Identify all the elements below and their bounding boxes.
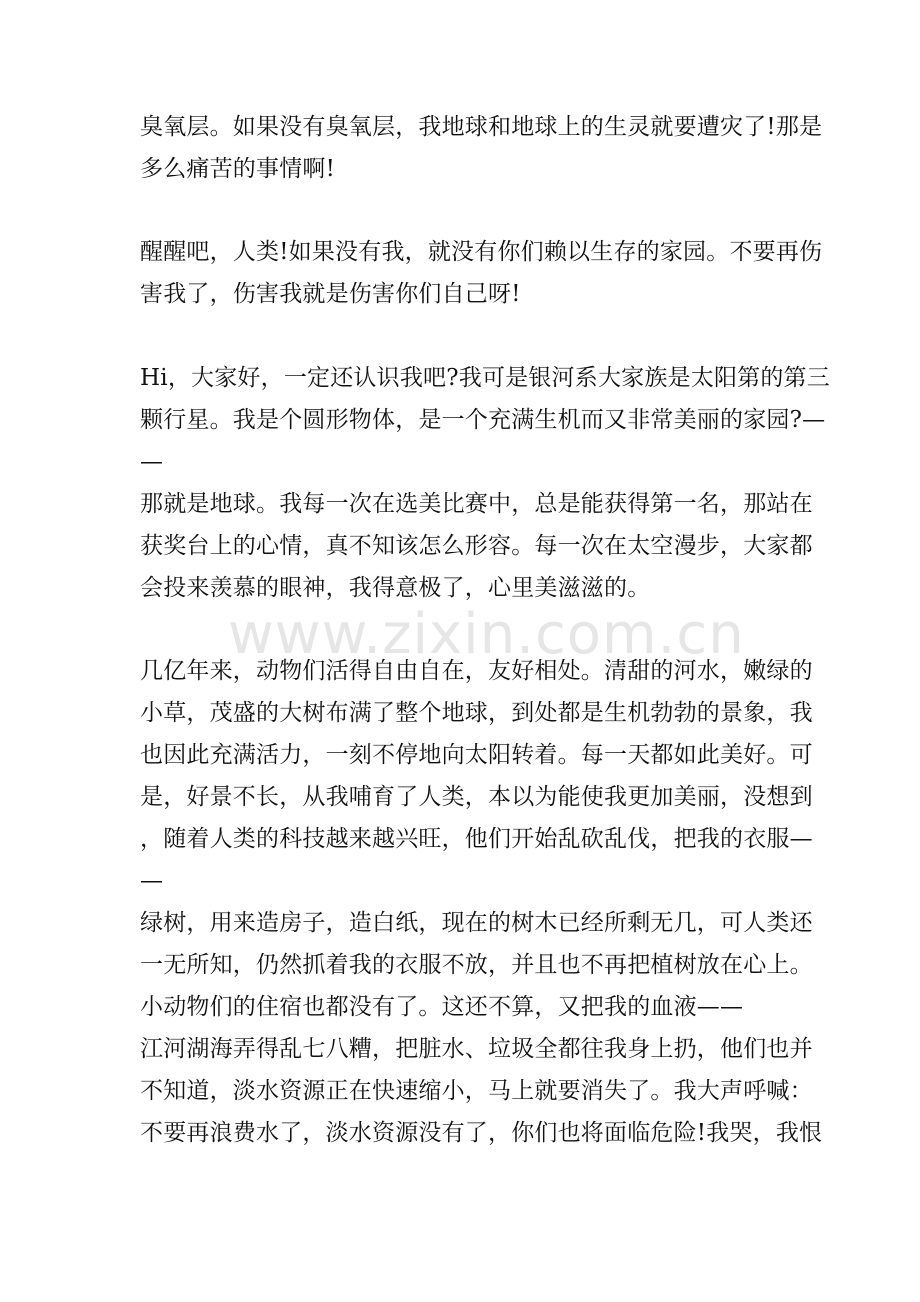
text-line: 是，好景不长，从我哺育了人类，本以为能使我更加美丽，没想到 [140, 784, 813, 810]
text-line: 江河湖海弄得乱七八糟，把脏水、垃圾全都往我身上扔，他们也并 [140, 1036, 813, 1062]
text-line: 臭氧层。如果没有臭氧层，我地球和地球上的生灵就要遭灾了!那是 [140, 114, 823, 140]
text-line: 会投来羡慕的眼神，我得意极了，心里美滋滋的。 [140, 575, 651, 601]
text-line: 几亿年来，动物们活得自由自在，友好相处。清甜的河水，嫩绿的 [140, 658, 813, 684]
text-line: 一无所知，仍然抓着我的衣服不放，并且也不再把植树放在心上。 [140, 952, 813, 978]
text-line: 绿树，用来造房子，造白纸，现在的树木已经所剩无几，可人类还 [140, 910, 813, 936]
text-line: 害我了，伤害我就是伤害你们自己呀! [140, 281, 521, 307]
text-line: 获奖台上的心情，真不知该怎么形容。每一次在太空漫步，大家都 [140, 533, 813, 559]
text-line: 不要再浪费水了，淡水资源没有了，你们也将面临危险!我哭，我恨 [140, 1120, 823, 1146]
text-line: 那就是地球。我每一次在选美比赛中，总是能获得第一名，那站在 [140, 491, 813, 517]
text-line: 醒醒吧，人类!如果没有我，就没有你们赖以生存的家园。不要再伤 [140, 239, 823, 265]
text-line: 也因此充满活力，一刻不停地向太阳转着。每一天都如此美好。可 [140, 742, 813, 768]
text-line: 颗行星。我是个圆形物体，是一个充满生机而又非常美丽的家园?— [140, 407, 826, 433]
text-line: 多么痛苦的事情啊! [140, 156, 336, 182]
text-line: 不知道，淡水资源正在快速缩小，马上就要消失了。我大声呼喊： [140, 1078, 813, 1104]
text-line: 小草，茂盛的大树布满了整个地球，到处都是生机勃勃的景象，我 [140, 700, 813, 726]
text-line: — [140, 868, 164, 894]
text-line: — [140, 449, 164, 475]
text-line: 小动物们的住宿也都没有了。这还不算，又把我的血液—— [140, 994, 744, 1020]
watermark: www.zixin.com.cn [228, 602, 745, 667]
text-line: Hi，大家好，一定还认识我吧?我可是银河系大家族是太阳第的第三 [140, 365, 830, 391]
text-line: ，随着人类的科技越来越兴旺，他们开始乱砍乱伐，把我的衣服— [140, 826, 813, 852]
